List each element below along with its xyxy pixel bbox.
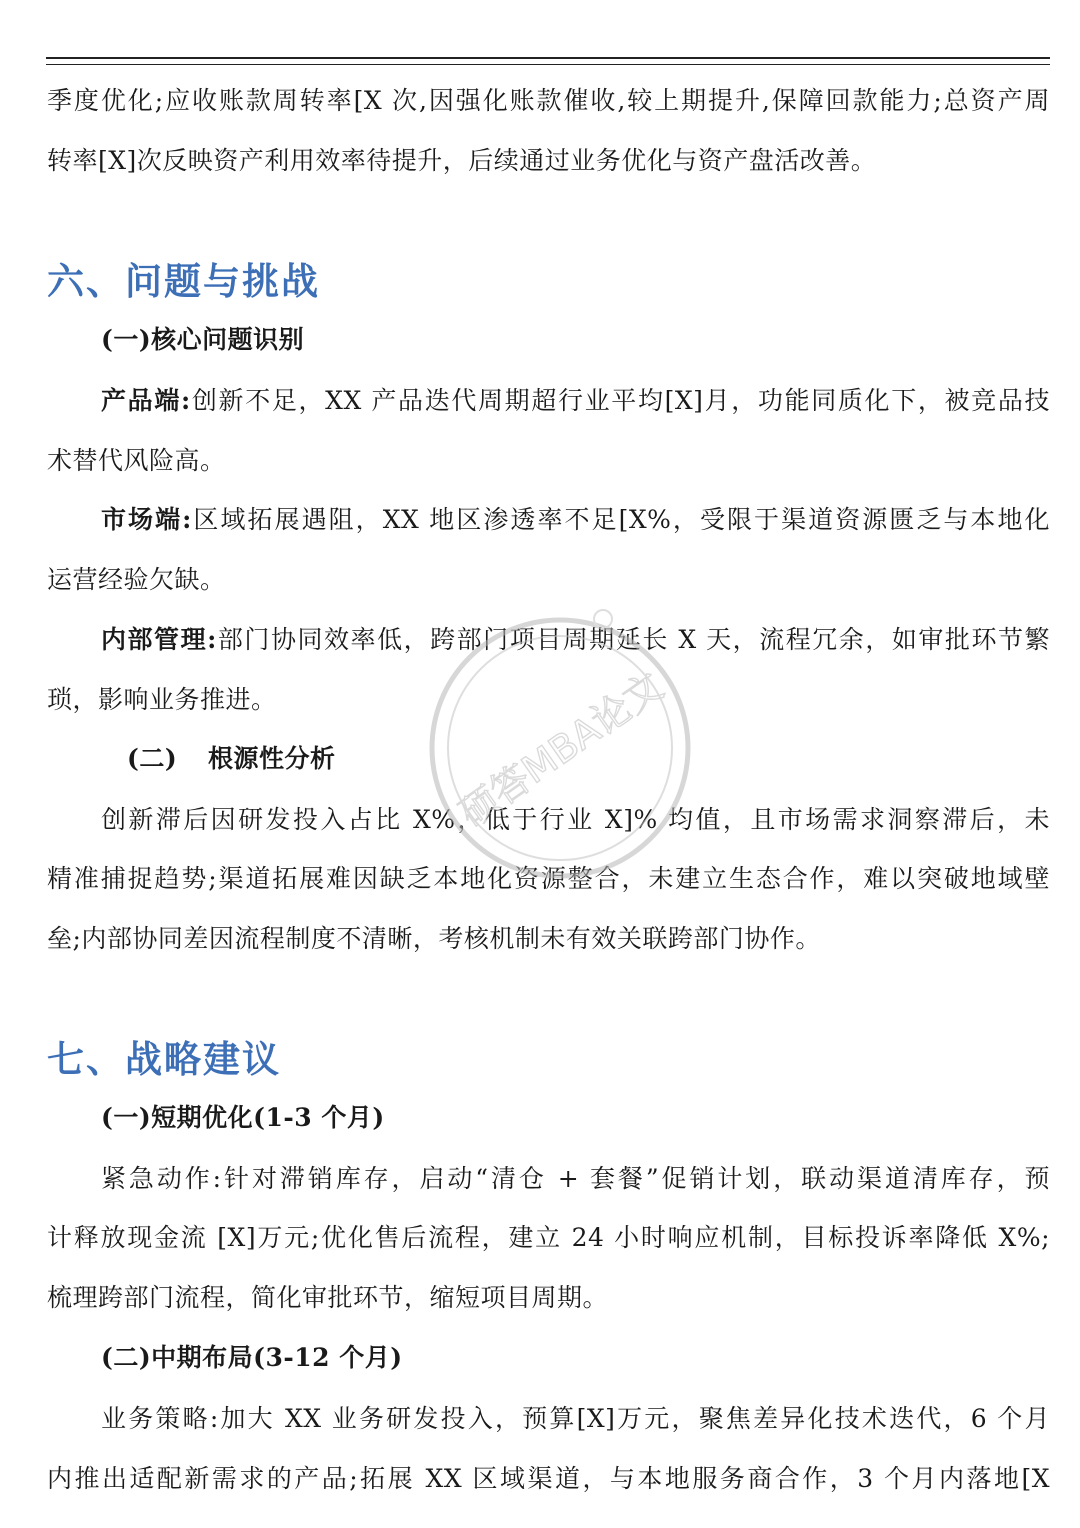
- paragraph-line: 琐，影响业务推进。: [47, 685, 277, 714]
- subsection-heading: (一)核心问题识别: [101, 325, 305, 354]
- header-rule-thin: [46, 64, 1050, 65]
- paragraph-label: 产品端:: [101, 386, 191, 415]
- paragraph-line: 精准捕捉趋势;渠道拓展难因缺乏本地化资源整合，未建立生态合作，难以突破地域壁: [47, 864, 1050, 893]
- paragraph-line: 运营经验欠缺。: [47, 565, 226, 594]
- paragraph-line: [101, 503, 1050, 537]
- subsection-number: (二): [127, 744, 178, 773]
- paragraph-text: 创新不足，XX 产品迭代周期超行业平均[X]月，功能同质化下，被竞品技: [190, 386, 1050, 415]
- paragraph-line: 梳理跨部门流程，简化审批环节，缩短项目周期。: [47, 1283, 609, 1312]
- paragraph-line: [101, 384, 1050, 418]
- paragraph-line: 术替代风险高。: [47, 446, 226, 475]
- section-heading: 七、战略建议: [47, 1037, 281, 1081]
- paragraph-line: 计释放现金流 [X]万元;优化售后流程，建立 24 小时响应机制，目标投诉率降低 X%;: [47, 1223, 1050, 1252]
- paragraph-line: 转率[X]次反映资产利用效率待提升，后续通过业务优化与资产盘活改善。: [47, 146, 877, 175]
- paragraph-label: 市场端:: [101, 505, 192, 534]
- subsection-heading: (二)中期布局(3-12 个月): [101, 1343, 403, 1372]
- header-rule-thick: [46, 57, 1050, 59]
- subsection-heading: (一)短期优化(1-3 个月): [101, 1103, 385, 1132]
- paragraph-line: 垒;内部协同差因流程制度不清晰，考核机制未有效关联跨部门协作。: [47, 924, 821, 953]
- paragraph-text: 区域拓展遇阻，XX 地区渗透率不足[X%，受限于渠道资源匮乏与本地化: [191, 505, 1050, 534]
- paragraph-line: [101, 623, 1050, 657]
- paragraph-line: 内推出适配新需求的产品;拓展 XX 区域渠道，与本地服务商合作，3 个月内落地[X: [47, 1464, 1050, 1493]
- section-heading: 六、问题与挑战: [47, 259, 320, 303]
- paragraph-label: 内部管理:: [101, 625, 217, 654]
- paragraph-text: 部门协同效率低，跨部门项目周期延长 X 天，流程冗余，如审批环节繁: [216, 625, 1050, 654]
- paragraph-line: 紧急动作:针对滞销库存，启动“清仓 + 套餐”促销计划，联动渠道清库存，预: [101, 1164, 1050, 1193]
- paragraph-line: 业务策略:加大 XX 业务研发投入，预算[X]万元，聚焦差异化技术迭代，6 个月: [101, 1404, 1050, 1433]
- subsection-heading: 根源性分析: [208, 744, 336, 773]
- watermark-text: 硕答MBA论文: [451, 663, 671, 836]
- paragraph-line: 季度优化;应收账款周转率[X 次,因强化账款催收,较上期提升,保障回款能力;总资产周: [47, 86, 1050, 115]
- paragraph-line: 创新滞后因研发投入占比 X%，低于行业 X]% 均值，且市场需求洞察滞后，未: [101, 805, 1050, 834]
